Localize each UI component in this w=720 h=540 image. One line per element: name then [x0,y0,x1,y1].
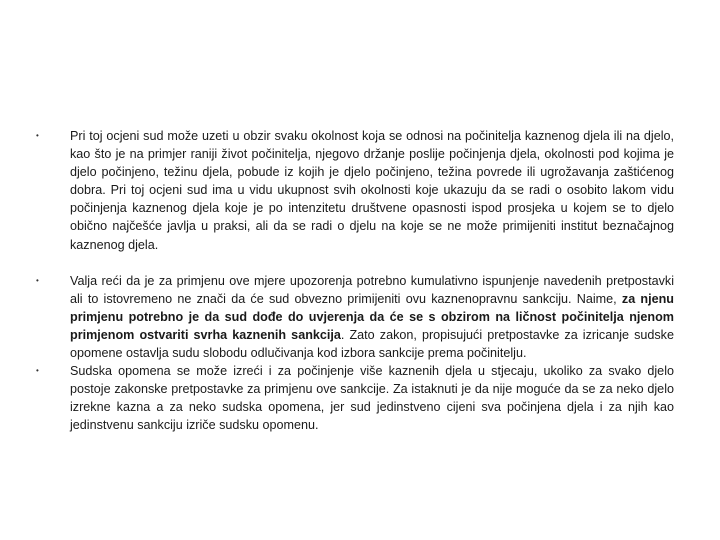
bullet-marker: • [36,366,39,376]
bullet-marker: • [36,131,39,140]
bold-emphasis: za njenu primjenu potrebno je da sud dođe do uvjerenja da će se s obzirom na ličnost počinitelja njenom primjenom ostvariti svrha kaznenih sankcija [70,291,674,342]
bullet-marker: • [36,275,39,285]
text-segment: . Zato zakon, propisujući pretpostavke za izricanje sudske opomene ostavlja sudu slobodu odlučivanja kod izbora sankcije prema počinitelju. [70,327,674,361]
bullet-text: Pri toj ocjeni sud može uzeti u obzir svaku okolnost koja se odnosi na počinitelja kaznenog djela ili na djelo, kao što je na primjer raniji život počinitelja, njegovo držanje poslije počinjenja djela, okolnosti pod kojima je djelo počinjeno, težinu djela, pobude iz kojih je djelo počinjeno, težina povrede ili ugrožavanja zaštićenog dobra. Pri toj ocjeni sud ima u vidu ukupnost svih okolnosti koje ukazuju da se radi o osobito lakom vidu počinjenja kaznenog djela koje je po intenzitetu društvene opasnosti ispod prosjeka u kojem se to djelo obično najčešće javlja u praksi, ali da se radi o djelu na koje se ne može primijeniti institut beznačajnog kaznenog djela. [70,129,674,252]
bullet-text [70,272,674,362]
bullet-list [36,127,674,435]
list-item [36,127,674,254]
text-segment: Valja reći da je za primjenu ove mjere upozorenja potrebno kumulativno ispunjenje navedenih pretpostavki ali to istovremeno ne znači da će sud obvezno primijeniti ovu kaznenopravnu sankciju. Naime, [70,273,674,306]
list-item [36,272,674,362]
list-item [36,362,674,434]
bullet-text: Sudska opomena se može izreći i za počinjenje više kaznenih djela u stjecaju, ukoliko za svako djelo postoje zakonske pretpostavke za primjenu ove sankcije. Za istaknuti je da nije moguće da se za neko djelo izrekne kazna a za neko sudska opomena, jer sud jedinstveno cijeni sva počinjena djela i za njih kao jedinstvenu sankciju izriče sudsku opomenu. [70,364,674,433]
